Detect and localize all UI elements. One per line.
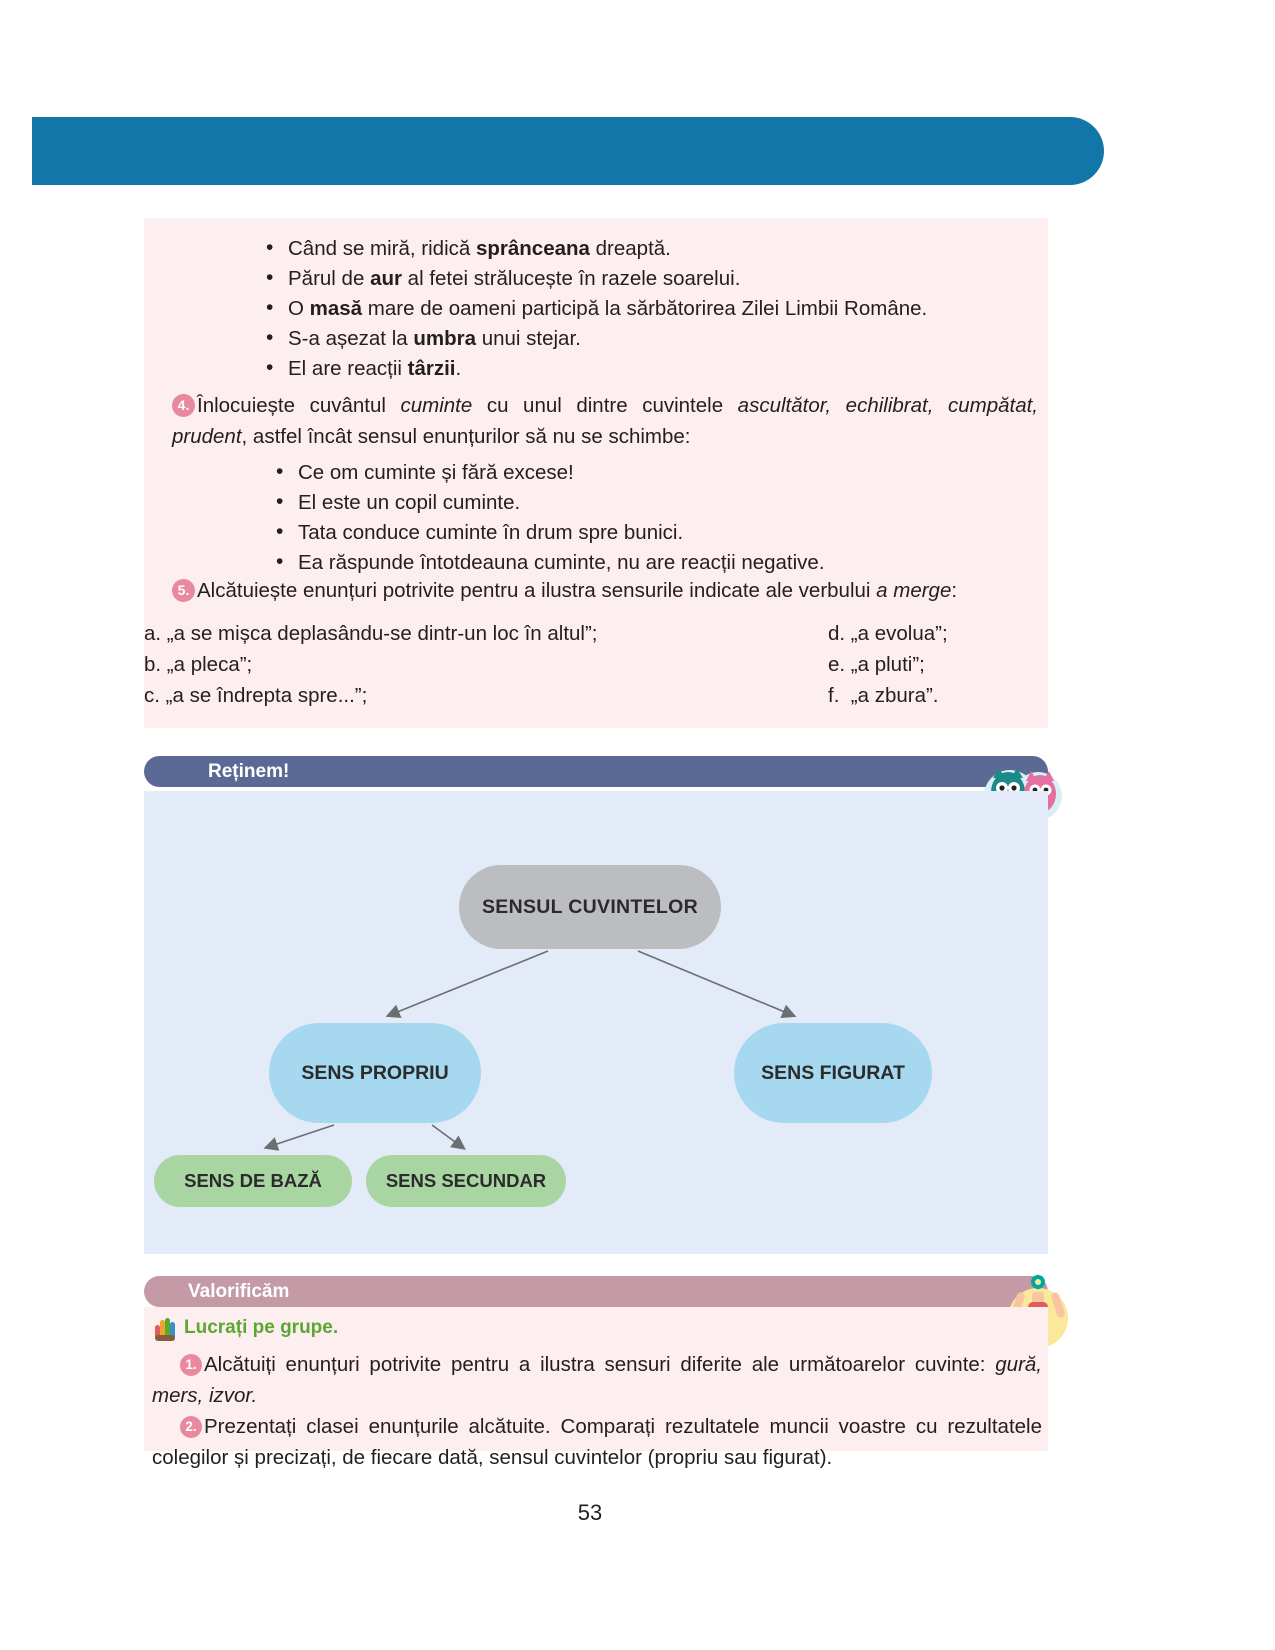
exercise-4-number: 4. — [172, 394, 195, 417]
exercise-4: 4. Înlocuiește cuvântul cuminte cu unul dintre cuvintele ascultător, echilibrat, cumpătat, prudent, astfel încât sensul enunțurilor să nu se schimbe: — [172, 394, 1038, 448]
bullet-list-sentences — [254, 234, 1034, 384]
list-item: • Ce om cuminte și fără excese! — [264, 458, 1024, 488]
page-number: 53 — [577, 1500, 603, 1525]
retinem-header: Reținem! — [144, 756, 1048, 787]
list-item: c. „a se îndrepta spre...”; — [144, 684, 368, 707]
exercise-5-columns — [144, 618, 1048, 718]
list-item: • Tata conduce cuminte în drum spre bunici. — [264, 518, 1024, 548]
task-2-number: 2. — [180, 1416, 202, 1438]
list-item: d. „a evolua”; — [828, 622, 948, 645]
list-item: • El este un copil cuminte. — [264, 488, 1024, 518]
top-banner — [32, 117, 1104, 185]
list-item: • Părul de aur al fetei strălucește în razele soarelui. — [254, 264, 1034, 294]
task-2: 2. Prezentați clasei enunțurile alcătuite. Comparați rezultatele muncii voastre cu rezultatele colegilor și precizați, de fiecare dată, sensul cuvintelor (propriu sau figurat). — [152, 1415, 1042, 1469]
task-1: 1. Alcătuiți enunțuri potrivite pentru a ilustra sensuri diferite ale următoarelor cuvinte: gură, mers, izvor. — [152, 1353, 1042, 1407]
diagram-node-sens-figurat: SENS FIGURAT — [734, 1023, 932, 1123]
valorificam-body — [144, 1307, 1048, 1469]
list-item: f. „a zbura”. — [828, 684, 939, 707]
list-item: • Când se miră, ridică sprânceana dreaptă. — [254, 234, 1034, 264]
task-1-number: 1. — [180, 1354, 202, 1376]
exercise-5-right-column — [828, 618, 1048, 711]
valorificam-header: Valorificăm — [144, 1276, 1048, 1307]
list-item: • O masă mare de oameni participă la sărbătorirea Zilei Limbii Române. — [254, 294, 1034, 324]
list-item: a. „a se mișca deplasându-se dintr-un loc în altul”; — [144, 622, 598, 645]
list-item: • Ea răspunde întotdeauna cuminte, nu are reacții negative. — [264, 548, 1024, 578]
hand-icon — [150, 1313, 180, 1343]
diagram-node-sens-de-baza: SENS DE BAZĂ — [154, 1155, 352, 1207]
exercise-5-left-column — [144, 618, 704, 711]
exercise-5: 5. Alcătuiește enunțuri potrivite pentru a ilustra sensurile indicate ale verbului a merge: — [172, 576, 1052, 606]
group-work-label: Lucrați pe grupe. — [184, 1317, 339, 1338]
list-item: • El are reacții târzii. — [254, 354, 1034, 384]
list-item: e. „a pluti”; — [828, 653, 925, 676]
exercise-panel — [144, 218, 1048, 728]
diagram-node-root: SENSUL CUVINTELOR — [459, 865, 721, 949]
list-item: • S-a așezat la umbra unui stejar. — [254, 324, 1034, 354]
list-item: b. „a pleca”; — [144, 653, 253, 676]
exercise-5-number: 5. — [172, 579, 195, 602]
diagram-node-sens-secundar: SENS SECUNDAR — [366, 1155, 566, 1207]
diagram-node-sens-propriu: SENS PROPRIU — [269, 1023, 481, 1123]
retinem-body — [144, 791, 1048, 1254]
bullet-list-cuminte — [264, 458, 1024, 578]
